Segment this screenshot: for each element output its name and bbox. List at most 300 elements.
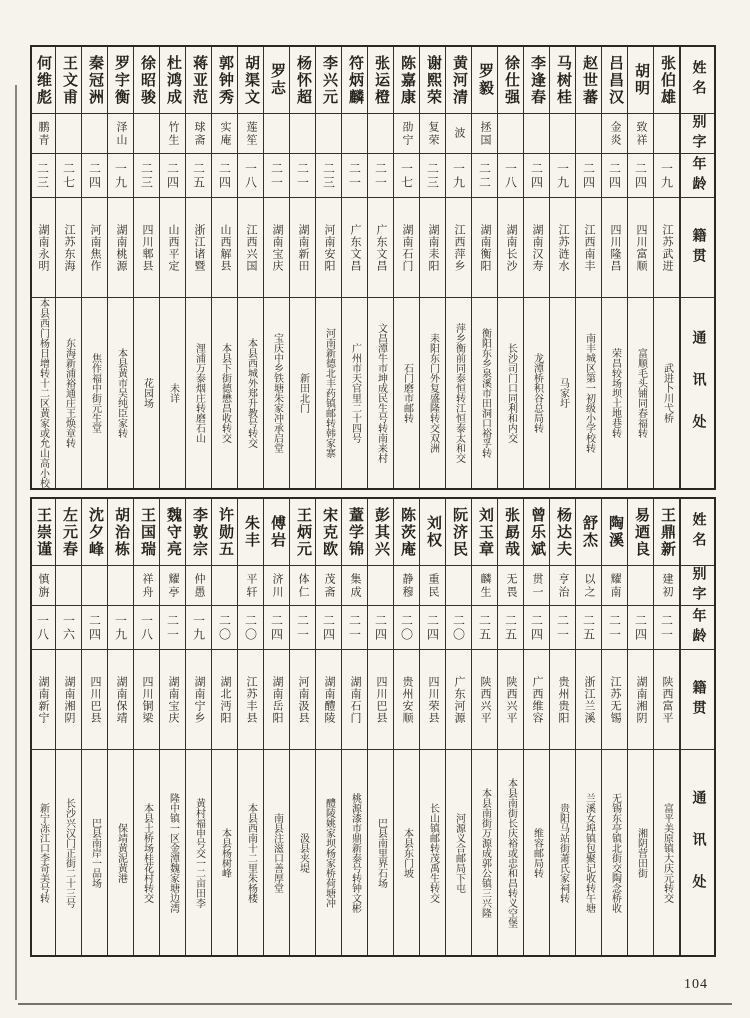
address-text: 长沙司门口同利和内交: [505, 343, 517, 443]
name-text: 王炳元: [295, 506, 311, 558]
native-text: 江苏武进: [661, 223, 673, 272]
alias-cell: [420, 114, 445, 154]
native-text: 江苏丰县: [245, 675, 257, 724]
alias-cell: [628, 566, 653, 606]
alias-cell: [134, 566, 159, 606]
age-cell: [160, 154, 185, 198]
native-cell: [108, 198, 133, 298]
name-text: 杜鸿成: [165, 54, 181, 106]
address-text: 黄村福申号交一二亩田李: [193, 797, 205, 908]
name-text: 徐仕强: [503, 54, 519, 106]
name-text: 谢熙荣: [425, 54, 441, 106]
name-cell: [316, 499, 341, 566]
name-cell: [654, 47, 679, 114]
person-column: [264, 47, 290, 488]
alias-text: 波: [453, 127, 465, 140]
address-text: 石门磨市邮转: [401, 363, 413, 423]
native-text: 河南汲县: [297, 675, 309, 724]
alias-cell: [576, 566, 601, 606]
person-column: [160, 47, 186, 488]
native-cell: [30, 650, 55, 750]
address-text: 东海新浦裕通庄王焕章转: [63, 338, 75, 448]
name-text: 刘玉章: [477, 506, 493, 558]
name-text: 李敦宗: [191, 506, 207, 558]
address-cell: [108, 750, 133, 955]
native-text: 广东文昌: [349, 223, 361, 272]
address-text: 湘阴营田街: [635, 827, 647, 878]
alias-cell: [446, 114, 471, 154]
name-cell: [576, 499, 601, 566]
person-column: [446, 47, 472, 488]
person-column: [524, 47, 550, 488]
person-column: [186, 499, 212, 955]
address-text: 南丰城区第一初级小学校转: [583, 333, 595, 453]
person-column: [472, 499, 498, 955]
native-cell: [472, 650, 497, 750]
alias-cell: [30, 114, 55, 154]
alias-text: 贯一: [531, 572, 543, 599]
header-name-cell: [681, 499, 714, 566]
address-cell: [108, 298, 133, 488]
name-text: 曾乐斌: [529, 506, 545, 558]
address-text: 醴陵姚家坝杨家桥荷塘冲: [323, 797, 335, 908]
native-cell: [238, 650, 263, 750]
native-cell: [394, 650, 419, 750]
name-cell: [264, 47, 289, 114]
alias-cell: [108, 566, 133, 606]
native-cell: [264, 198, 289, 298]
age-cell: [30, 606, 55, 650]
alias-cell: [56, 566, 81, 606]
address-cell: [550, 750, 575, 955]
age-text: 二五: [191, 161, 206, 190]
scan-edge-bottom: [18, 1003, 732, 1005]
age-text: 一八: [35, 613, 50, 642]
native-text: 四川巴县: [89, 675, 101, 724]
name-text: 左元春: [61, 506, 77, 558]
person-column: [186, 47, 212, 488]
person-column: [368, 47, 394, 488]
address-cell: [394, 298, 419, 488]
alias-text: 仲愚: [193, 572, 205, 599]
person-column: [550, 47, 576, 488]
alias-text: 以之: [583, 572, 595, 599]
header-column: [680, 47, 714, 488]
age-text: 二五: [477, 613, 492, 642]
address-cell: [30, 298, 55, 488]
native-text: 湖南永明: [37, 223, 49, 272]
header-address-cell: [681, 750, 714, 955]
native-text: 河南安阳: [323, 223, 335, 272]
person-column: [238, 499, 264, 955]
address-cell: [264, 298, 289, 488]
age-text: 一九: [191, 613, 206, 642]
alias-cell: [316, 566, 341, 606]
age-cell: [420, 154, 445, 198]
name-text: 王文甫: [61, 54, 77, 106]
native-cell: [628, 650, 653, 750]
header-name-cell: [681, 47, 714, 114]
address-cell: [56, 750, 81, 955]
alias-cell: [264, 114, 289, 154]
native-cell: [394, 198, 419, 298]
header-age-label: 年龄: [690, 155, 706, 196]
name-text: 秦冠洲: [87, 54, 103, 106]
native-cell: [316, 650, 341, 750]
header-alias-label: 别字: [690, 566, 706, 606]
person-column: [342, 47, 368, 488]
alias-cell: [498, 566, 523, 606]
person-column: [30, 47, 56, 488]
person-column: [576, 47, 602, 488]
address-cell: [290, 750, 315, 955]
person-column: [212, 499, 238, 955]
name-text: 黄河清: [451, 54, 467, 106]
person-column: [420, 47, 446, 488]
person-column: [290, 499, 316, 955]
native-cell: [628, 198, 653, 298]
scan-edge-left: [15, 85, 17, 1000]
age-cell: [498, 606, 523, 650]
person-column: [368, 499, 394, 955]
age-text: 二四: [633, 161, 648, 190]
name-text: 王国瑞: [139, 506, 155, 558]
alias-cell: [212, 566, 237, 606]
native-cell: [186, 198, 211, 298]
alias-cell: [472, 114, 497, 154]
address-cell: [316, 750, 341, 955]
address-text: 浬浦万泰烟庄转磨石山: [193, 343, 205, 443]
native-cell: [30, 198, 55, 298]
alias-text: 茂斋: [323, 572, 335, 599]
name-cell: [134, 499, 159, 566]
native-cell: [368, 650, 393, 750]
address-text: 巴县南里界石场: [375, 817, 387, 888]
address-cell: [420, 298, 445, 488]
person-column: [134, 499, 160, 955]
age-text: 一九: [113, 613, 128, 642]
name-cell: [82, 47, 107, 114]
name-text: 杨达夫: [555, 506, 571, 558]
age-cell: [446, 606, 471, 650]
alias-cell: [654, 114, 679, 154]
name-text: 陈茨庵: [399, 506, 415, 558]
name-cell: [212, 47, 237, 114]
name-cell: [602, 499, 627, 566]
address-text: 南县注滋口善厚堂: [271, 812, 283, 893]
age-cell: [56, 606, 81, 650]
alias-text: 体仁: [297, 572, 309, 599]
alias-cell: [238, 114, 263, 154]
age-text: 二七: [61, 161, 76, 190]
alias-text: 复荣: [427, 120, 439, 147]
native-cell: [264, 650, 289, 750]
alias-cell: [290, 114, 315, 154]
native-text: 广西维容: [531, 675, 543, 724]
native-cell: [186, 650, 211, 750]
address-cell: [290, 298, 315, 488]
address-text: 文昌潭牛市坤成民生号转南来村: [375, 323, 387, 463]
address-cell: [654, 298, 679, 488]
native-text: 湖南湘阴: [63, 675, 75, 724]
native-cell: [290, 198, 315, 298]
alias-cell: [82, 566, 107, 606]
age-cell: [186, 154, 211, 198]
name-text: 王崇谨: [35, 506, 51, 558]
address-text: 兰溪女埠镇包聚记收转午塘: [583, 792, 595, 913]
age-text: 一九: [555, 161, 570, 190]
native-text: 湖南桃源: [115, 223, 127, 272]
native-text: 四川隆昌: [609, 223, 621, 272]
name-cell: [550, 47, 575, 114]
address-cell: [30, 750, 55, 955]
age-cell: [264, 154, 289, 198]
native-text: 广东文昌: [375, 223, 387, 272]
name-text: 阮济民: [451, 506, 467, 558]
address-text: 长沙兴汉门正街二十三号: [63, 797, 75, 908]
age-text: 二〇: [399, 613, 414, 642]
native-text: 浙江兰溪: [583, 675, 595, 724]
age-text: 二四: [529, 161, 544, 190]
native-text: 湖南宝庆: [167, 675, 179, 724]
age-cell: [316, 154, 341, 198]
native-text: 四川巴县: [375, 675, 387, 724]
native-text: 浙江诸暨: [193, 223, 205, 272]
age-text: 二五: [581, 613, 596, 642]
header-address-cell: [681, 298, 714, 488]
age-text: 二四: [165, 161, 180, 190]
alias-cell: [316, 114, 341, 154]
person-column: [602, 47, 628, 488]
native-text: 江西南丰: [583, 223, 595, 272]
native-text: 陕西兴平: [479, 675, 491, 724]
native-text: 湖南石门: [401, 223, 413, 272]
native-text: 湖南保靖: [115, 675, 127, 724]
address-text: 贵阳马站街萧氏家祠转: [557, 802, 569, 903]
native-cell: [134, 198, 159, 298]
age-cell: [394, 606, 419, 650]
alias-cell: [446, 566, 471, 606]
age-cell: [602, 606, 627, 650]
alias-text: 球斋: [193, 120, 205, 147]
alias-cell: [134, 114, 159, 154]
native-cell: [602, 198, 627, 298]
age-cell: [264, 606, 289, 650]
age-text: 二四: [321, 613, 336, 642]
age-text: 二〇: [451, 613, 466, 642]
age-text: 二四: [633, 613, 648, 642]
native-text: 江苏无锡: [609, 675, 621, 724]
header-native-cell: [681, 198, 714, 298]
address-cell: [82, 750, 107, 955]
alias-text: 劭宁: [401, 120, 413, 147]
address-cell: [654, 750, 679, 955]
native-text: 湖南湘阴: [635, 675, 647, 724]
age-cell: [628, 154, 653, 198]
name-cell: [238, 47, 263, 114]
native-cell: [290, 650, 315, 750]
age-cell: [420, 606, 445, 650]
name-cell: [290, 47, 315, 114]
name-cell: [290, 499, 315, 566]
age-text: 二四: [373, 613, 388, 642]
age-cell: [108, 154, 133, 198]
name-cell: [186, 499, 211, 566]
age-cell: [290, 606, 315, 650]
person-column: [602, 499, 628, 955]
address-cell: [186, 750, 211, 955]
address-cell: [186, 298, 211, 488]
age-text: 二四: [269, 613, 284, 642]
name-text: 罗毅: [477, 63, 493, 97]
age-cell: [576, 154, 601, 198]
person-column: [316, 47, 342, 488]
alias-cell: [524, 566, 549, 606]
header-name-label: 姓名: [690, 512, 706, 552]
native-cell: [342, 198, 367, 298]
alias-cell: [524, 114, 549, 154]
alias-cell: [550, 566, 575, 606]
address-cell: [576, 298, 601, 488]
native-cell: [498, 650, 523, 750]
address-cell: [394, 750, 419, 955]
native-text: 湖南长沙: [505, 223, 517, 272]
age-cell: [56, 154, 81, 198]
native-cell: [446, 198, 471, 298]
name-text: 徐昭骏: [139, 54, 155, 106]
header-native-label: 籍贯: [690, 227, 706, 268]
alias-text: 济川: [271, 572, 283, 599]
address-cell: [628, 750, 653, 955]
person-column: [238, 47, 264, 488]
name-text: 张伯雄: [659, 54, 675, 106]
register-table-top: [30, 45, 716, 490]
native-text: 四川荣县: [427, 675, 439, 724]
age-text: 二四: [425, 613, 440, 642]
name-text: 吕昌汉: [607, 54, 623, 106]
native-cell: [576, 198, 601, 298]
name-cell: [576, 47, 601, 114]
address-text: 衡阳东乡泉溪市田洞口裕孚转: [479, 328, 491, 458]
age-text: 二一: [295, 613, 310, 642]
address-text: 本县黄市吴纯臣家转: [115, 348, 127, 438]
address-cell: [316, 298, 341, 488]
native-cell: [524, 650, 549, 750]
native-text: 四川铜梁: [141, 675, 153, 724]
native-cell: [160, 198, 185, 298]
address-cell: [576, 750, 601, 955]
alias-cell: [394, 114, 419, 154]
person-column: [160, 499, 186, 955]
address-cell: [212, 298, 237, 488]
alias-cell: [602, 566, 627, 606]
header-native-cell: [681, 650, 714, 750]
address-text: 本县杨树峰: [219, 827, 231, 878]
alias-text: 泽山: [115, 120, 127, 147]
age-cell: [394, 154, 419, 198]
address-cell: [550, 298, 575, 488]
native-cell: [472, 198, 497, 298]
name-cell: [550, 499, 575, 566]
address-cell: [446, 750, 471, 955]
alias-text: 麟生: [479, 572, 491, 599]
person-column: [446, 499, 472, 955]
age-text: 二四: [581, 161, 596, 190]
header-age-cell: [681, 154, 714, 198]
age-cell: [472, 154, 497, 198]
name-text: 蒋亚范: [191, 54, 207, 106]
alias-text: 平轩: [245, 572, 257, 599]
age-cell: [290, 154, 315, 198]
address-cell: [472, 298, 497, 488]
age-text: 一九: [451, 161, 466, 190]
person-column: [654, 499, 680, 955]
alias-cell: [160, 114, 185, 154]
address-text: 马家圩: [557, 378, 569, 408]
name-cell: [628, 47, 653, 114]
native-text: 湖北沔阳: [219, 675, 231, 724]
native-text: 湖南宝庆: [271, 223, 283, 272]
name-text: 宋克欧: [321, 506, 337, 558]
alias-cell: [342, 114, 367, 154]
native-cell: [654, 198, 679, 298]
alias-text: 亨治: [557, 572, 569, 599]
native-cell: [420, 650, 445, 750]
age-text: 二一: [269, 161, 284, 190]
age-text: 二〇: [243, 613, 258, 642]
name-text: 赵世蕃: [581, 54, 597, 106]
address-cell: [160, 750, 185, 955]
address-text: 本县下街德懋昌收转交: [219, 343, 231, 443]
name-text: 胡渠文: [243, 54, 259, 106]
header-name-label: 姓名: [690, 60, 706, 100]
alias-cell: [628, 114, 653, 154]
address-text: 维容邮局转: [531, 827, 543, 878]
address-text: 富平美原镇大庆元转交: [661, 802, 673, 903]
name-cell: [420, 47, 445, 114]
native-cell: [342, 650, 367, 750]
address-text: 桃源漆市鼎新泰号转钟文彬: [349, 792, 361, 913]
person-column: [394, 499, 420, 955]
native-cell: [108, 650, 133, 750]
address-text: 花园场: [141, 378, 153, 408]
age-text: 二一: [373, 161, 388, 190]
native-cell: [82, 198, 107, 298]
name-cell: [186, 47, 211, 114]
native-cell: [420, 198, 445, 298]
address-cell: [160, 298, 185, 488]
age-cell: [654, 154, 679, 198]
address-text: 广州市天官里二十四号: [349, 343, 361, 443]
name-cell: [472, 499, 497, 566]
alias-cell: [264, 566, 289, 606]
native-text: 湖南汉寿: [531, 223, 543, 272]
alias-text: 建初: [661, 572, 673, 599]
address-text: 龙潭桥积谷总局转: [531, 353, 543, 433]
name-cell: [160, 499, 185, 566]
address-text: 未详: [167, 383, 179, 403]
age-text: 一八: [503, 161, 518, 190]
address-text: 河南新德北丰药镇邮转韩家寨: [323, 328, 335, 458]
age-text: 二五: [503, 613, 518, 642]
alias-cell: [342, 566, 367, 606]
name-text: 蕫学锦: [347, 506, 363, 558]
alias-cell: [186, 566, 211, 606]
age-cell: [602, 154, 627, 198]
age-text: 一六: [61, 613, 76, 642]
age-cell: [160, 606, 185, 650]
name-text: 杨怀超: [295, 54, 311, 106]
